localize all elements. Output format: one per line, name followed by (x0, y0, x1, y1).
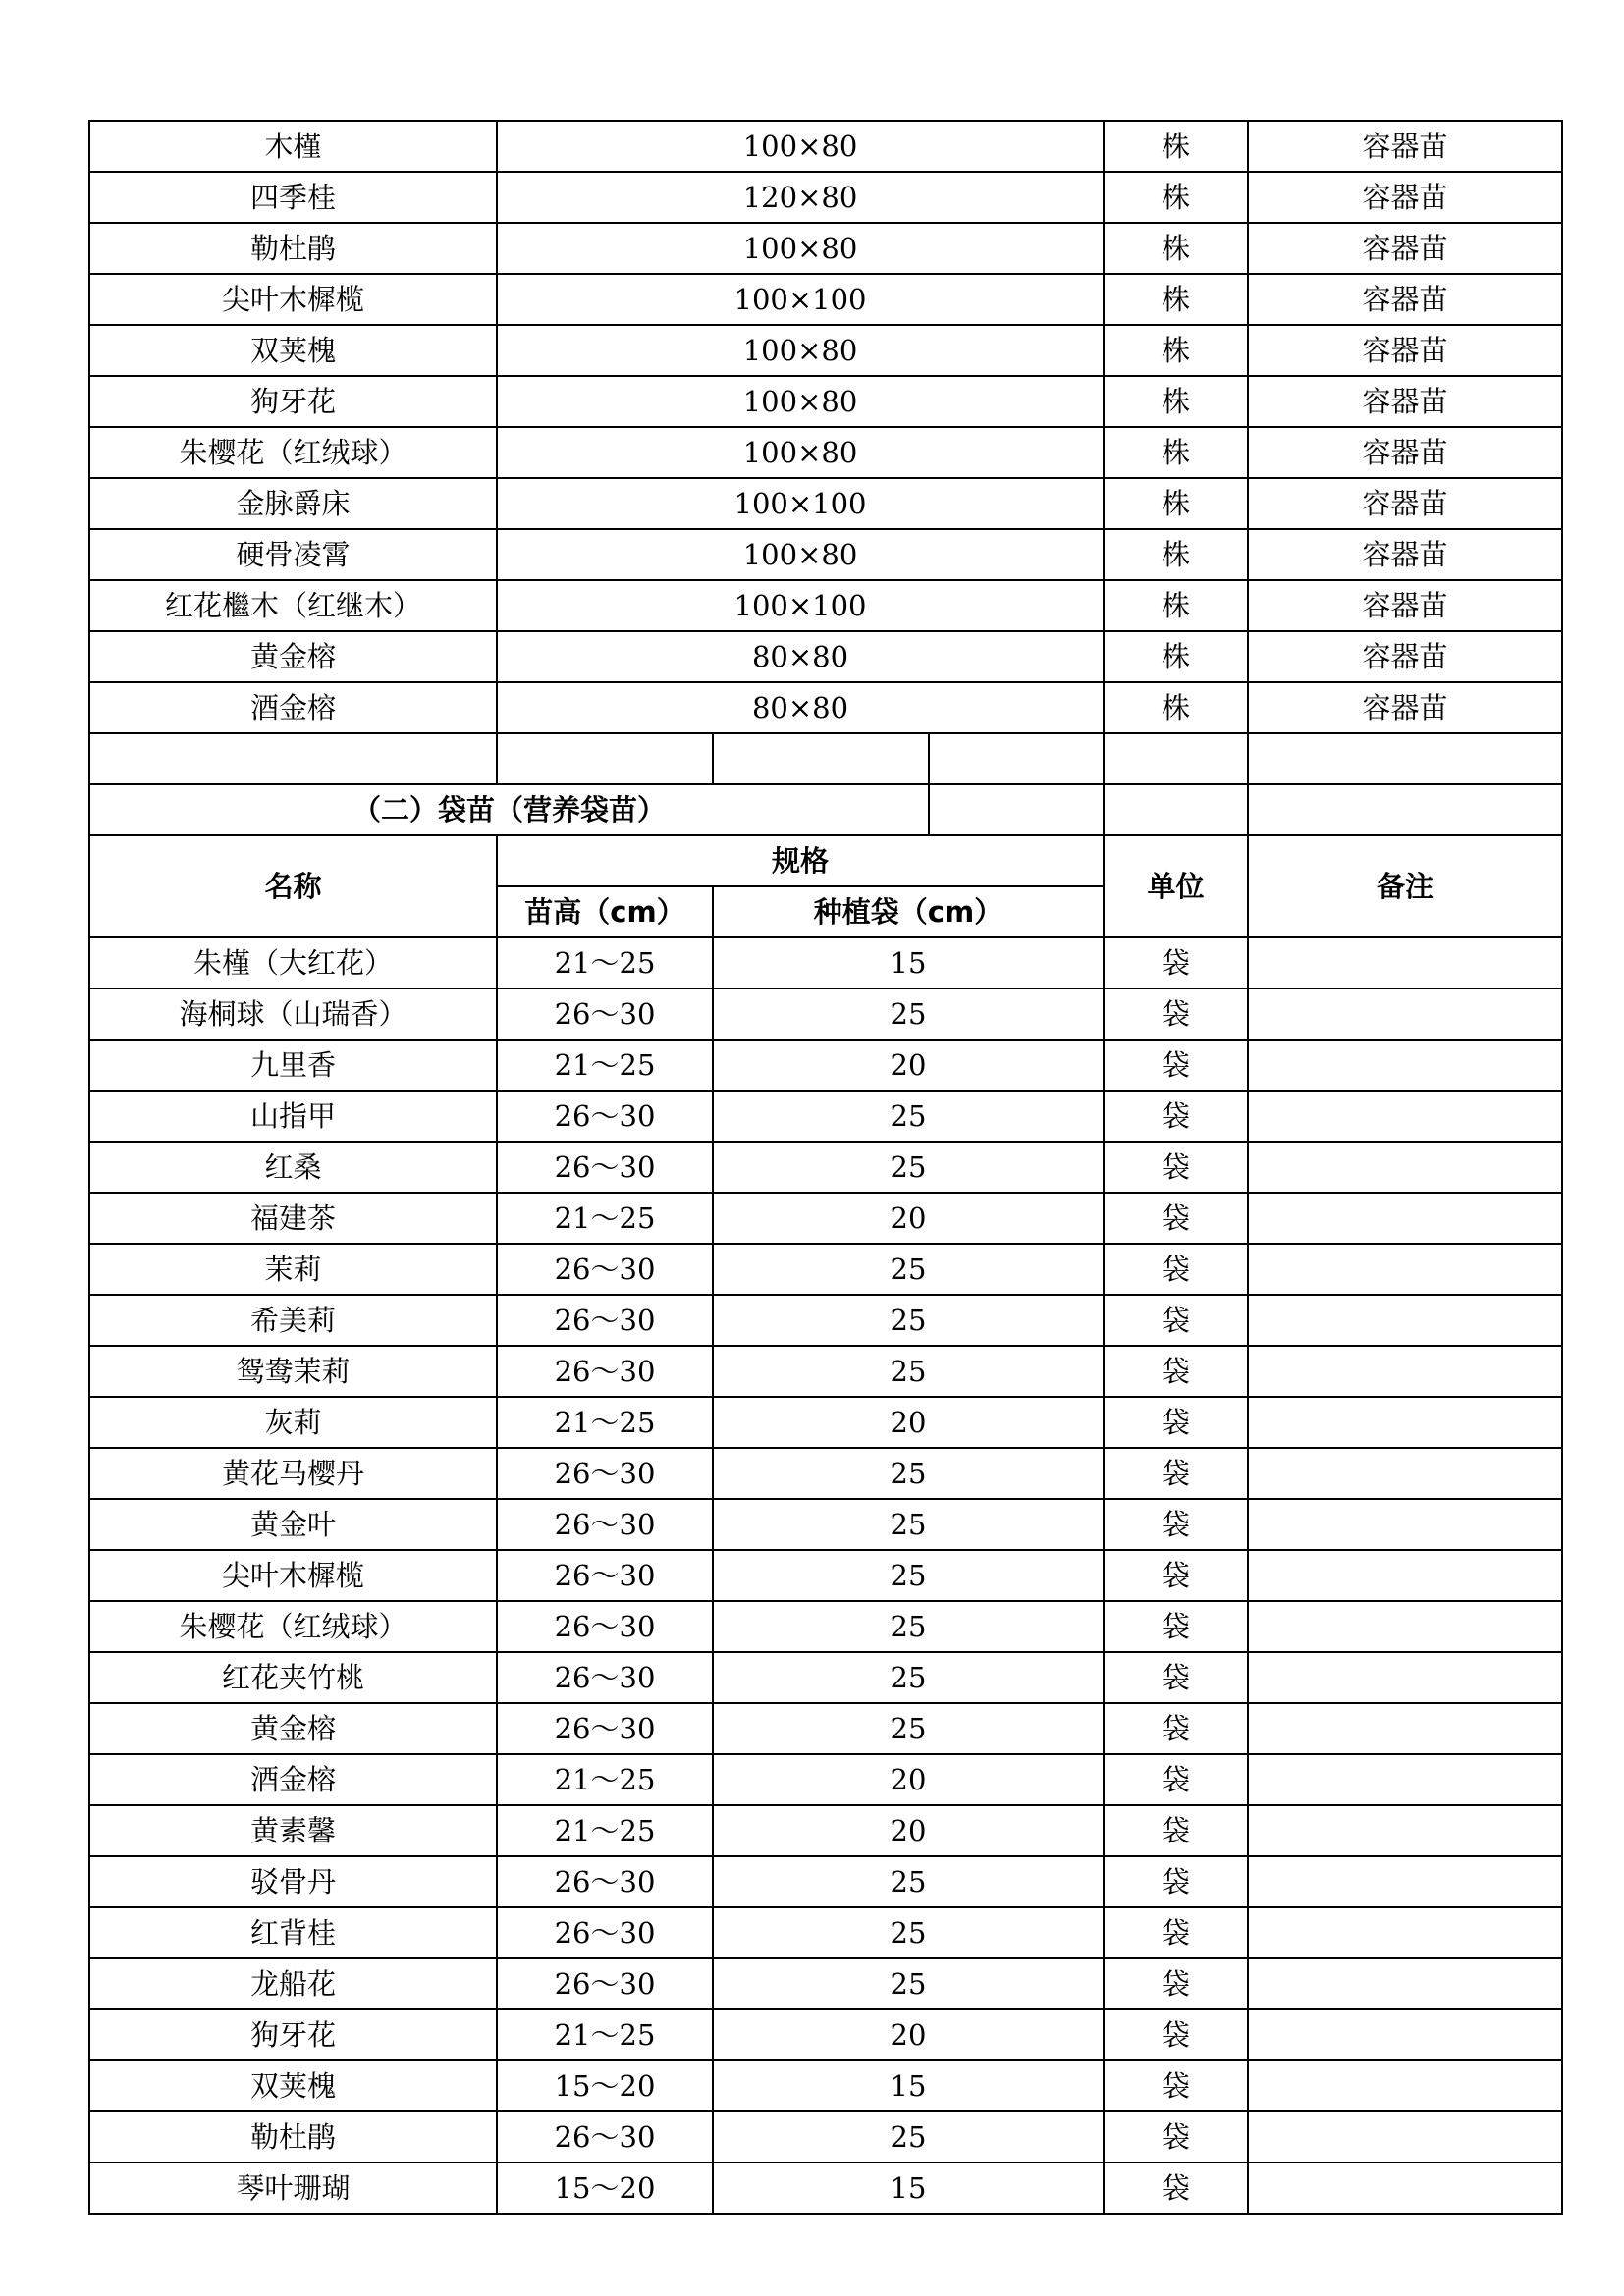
name-cell: 朱槿（大红花） (89, 937, 497, 988)
height-cell: 15～20 (497, 2060, 713, 2111)
bag-cell: 25 (713, 1295, 1104, 1346)
note-cell (1248, 2009, 1562, 2060)
spec-cell: 100×100 (497, 478, 1104, 529)
note-cell (1248, 1193, 1562, 1244)
blank-cell (1104, 784, 1248, 835)
name-cell: 红花夹竹桃 (89, 1652, 497, 1703)
table-row (89, 1091, 1562, 1142)
name-cell: 勒杜鹃 (89, 223, 497, 274)
height-cell: 26～30 (497, 1091, 713, 1142)
table-row (89, 1142, 1562, 1193)
unit-cell: 株 (1104, 325, 1248, 376)
bag-cell: 15 (713, 937, 1104, 988)
height-cell: 21～25 (497, 1754, 713, 1805)
name-cell: 茉莉 (89, 1244, 497, 1295)
height-cell: 26～30 (497, 1550, 713, 1601)
bag-cell: 25 (713, 1499, 1104, 1550)
bag-cell: 15 (713, 2163, 1104, 2214)
table-row (89, 1346, 1562, 1397)
unit-cell: 袋 (1104, 1652, 1248, 1703)
spec-cell: 100×80 (497, 427, 1104, 478)
table-row (89, 1907, 1562, 1958)
table-row (89, 580, 1562, 631)
unit-cell: 株 (1104, 223, 1248, 274)
unit-cell: 袋 (1104, 1091, 1248, 1142)
table-row (89, 631, 1562, 682)
blank-cell (497, 733, 713, 784)
unit-cell: 袋 (1104, 2060, 1248, 2111)
unit-cell: 袋 (1104, 1295, 1248, 1346)
name-cell: 狗牙花 (89, 376, 497, 427)
header-height: 苗高（cm） (497, 886, 713, 937)
blank-cell (713, 733, 929, 784)
blank-cell (929, 733, 1104, 784)
unit-cell: 袋 (1104, 1754, 1248, 1805)
unit-cell: 株 (1104, 478, 1248, 529)
bag-cell: 25 (713, 1142, 1104, 1193)
table-row (89, 1193, 1562, 1244)
unit-cell: 袋 (1104, 2111, 1248, 2163)
note-cell (1248, 2163, 1562, 2214)
note-cell (1248, 1907, 1562, 1958)
note-cell (1248, 1550, 1562, 1601)
blank-cell (929, 784, 1104, 835)
table-row (89, 2163, 1562, 2214)
table-row (89, 988, 1562, 1040)
height-cell: 21～25 (497, 2009, 713, 2060)
unit-cell: 袋 (1104, 1397, 1248, 1448)
table-row (89, 1499, 1562, 1550)
blank-cell (1248, 784, 1562, 835)
table-row (89, 682, 1562, 733)
height-cell: 26～30 (497, 1499, 713, 1550)
unit-cell: 袋 (1104, 1040, 1248, 1091)
bag-cell: 25 (713, 1244, 1104, 1295)
unit-cell: 袋 (1104, 1244, 1248, 1295)
table-row (89, 1652, 1562, 1703)
note-cell (1248, 937, 1562, 988)
table-row (89, 2111, 1562, 2163)
unit-cell: 袋 (1104, 1601, 1248, 1652)
blank-row (89, 733, 1562, 784)
note-cell: 容器苗 (1248, 121, 1562, 172)
unit-cell: 袋 (1104, 1499, 1248, 1550)
name-cell: 双荚槐 (89, 2060, 497, 2111)
name-cell: 酒金榕 (89, 1754, 497, 1805)
table-row (89, 529, 1562, 580)
name-cell: 黄金榕 (89, 1703, 497, 1754)
unit-cell: 袋 (1104, 1856, 1248, 1907)
note-cell: 容器苗 (1248, 529, 1562, 580)
note-cell: 容器苗 (1248, 427, 1562, 478)
unit-cell: 袋 (1104, 1142, 1248, 1193)
spec-cell: 100×80 (497, 223, 1104, 274)
note-cell: 容器苗 (1248, 478, 1562, 529)
name-cell: 朱樱花（红绒球） (89, 427, 497, 478)
blank-cell (1248, 733, 1562, 784)
height-cell: 21～25 (497, 1397, 713, 1448)
spacer-and-section (89, 733, 1562, 937)
note-cell (1248, 1805, 1562, 1856)
table-row (89, 1244, 1562, 1295)
note-cell: 容器苗 (1248, 172, 1562, 223)
bag-cell: 25 (713, 1856, 1104, 1907)
note-cell (1248, 2111, 1562, 2163)
note-cell: 容器苗 (1248, 325, 1562, 376)
table-row (89, 1754, 1562, 1805)
bag-cell: 20 (713, 1193, 1104, 1244)
name-cell: 硬骨凌霄 (89, 529, 497, 580)
name-cell: 鸳鸯茉莉 (89, 1346, 497, 1397)
note-cell (1248, 1754, 1562, 1805)
height-cell: 26～30 (497, 1856, 713, 1907)
bag-cell: 25 (713, 1346, 1104, 1397)
unit-cell: 株 (1104, 274, 1248, 325)
bag-cell: 25 (713, 1907, 1104, 1958)
spec-cell: 80×80 (497, 682, 1104, 733)
header-unit: 单位 (1104, 835, 1248, 937)
height-cell: 26～30 (497, 1601, 713, 1652)
note-cell (1248, 1652, 1562, 1703)
unit-cell: 袋 (1104, 1193, 1248, 1244)
table-row (89, 2060, 1562, 2111)
height-cell: 26～30 (497, 1295, 713, 1346)
section-title: （二）袋苗（营养袋苗） (89, 784, 929, 835)
table-row (89, 427, 1562, 478)
header-bag: 种植袋（cm） (713, 886, 1104, 937)
spec-cell: 100×80 (497, 121, 1104, 172)
container-seedling-rows (89, 121, 1562, 733)
spec-cell: 100×100 (497, 580, 1104, 631)
bag-cell: 25 (713, 1652, 1104, 1703)
blank-cell (1104, 733, 1248, 784)
table-row (89, 1295, 1562, 1346)
height-cell: 26～30 (497, 1703, 713, 1754)
name-cell: 黄花马樱丹 (89, 1448, 497, 1499)
bag-cell: 25 (713, 988, 1104, 1040)
name-cell: 海桐球（山瑞香） (89, 988, 497, 1040)
note-cell (1248, 1703, 1562, 1754)
nursery-stock-table (88, 120, 1563, 2215)
note-cell: 容器苗 (1248, 223, 1562, 274)
table-row (89, 172, 1562, 223)
unit-cell: 袋 (1104, 2009, 1248, 2060)
note-cell (1248, 1397, 1562, 1448)
bag-cell: 25 (713, 1448, 1104, 1499)
name-cell: 朱樱花（红绒球） (89, 1601, 497, 1652)
note-cell: 容器苗 (1248, 274, 1562, 325)
name-cell: 灰莉 (89, 1397, 497, 1448)
note-cell (1248, 2060, 1562, 2111)
blank-cell (89, 733, 497, 784)
unit-cell: 袋 (1104, 2163, 1248, 2214)
height-cell: 21～25 (497, 937, 713, 988)
name-cell: 金脉爵床 (89, 478, 497, 529)
spec-cell: 100×80 (497, 529, 1104, 580)
table-row (89, 325, 1562, 376)
note-cell (1248, 1601, 1562, 1652)
spec-cell: 100×100 (497, 274, 1104, 325)
bag-cell: 20 (713, 1040, 1104, 1091)
table-row (89, 1958, 1562, 2009)
spec-cell: 80×80 (497, 631, 1104, 682)
note-cell (1248, 1040, 1562, 1091)
name-cell: 勒杜鹃 (89, 2111, 497, 2163)
name-cell: 琴叶珊瑚 (89, 2163, 497, 2214)
height-cell: 26～30 (497, 1652, 713, 1703)
section-title-row (89, 784, 1562, 835)
name-cell: 希美莉 (89, 1295, 497, 1346)
unit-cell: 袋 (1104, 1805, 1248, 1856)
height-cell: 26～30 (497, 1142, 713, 1193)
unit-cell: 株 (1104, 121, 1248, 172)
unit-cell: 袋 (1104, 1550, 1248, 1601)
height-cell: 26～30 (497, 1346, 713, 1397)
height-cell: 26～30 (497, 1448, 713, 1499)
name-cell: 黄金榕 (89, 631, 497, 682)
height-cell: 26～30 (497, 1907, 713, 1958)
unit-cell: 袋 (1104, 1448, 1248, 1499)
table-row (89, 1040, 1562, 1091)
unit-cell: 株 (1104, 529, 1248, 580)
height-cell: 26～30 (497, 2111, 713, 2163)
name-cell: 驳骨丹 (89, 1856, 497, 1907)
table-row (89, 1805, 1562, 1856)
header-note: 备注 (1248, 835, 1562, 937)
header-row-1 (89, 835, 1562, 886)
name-cell: 尖叶木樨榄 (89, 1550, 497, 1601)
note-cell (1248, 1091, 1562, 1142)
unit-cell: 株 (1104, 172, 1248, 223)
unit-cell: 袋 (1104, 1907, 1248, 1958)
unit-cell: 株 (1104, 427, 1248, 478)
note-cell: 容器苗 (1248, 682, 1562, 733)
name-cell: 酒金榕 (89, 682, 497, 733)
name-cell: 黄素馨 (89, 1805, 497, 1856)
name-cell: 尖叶木樨榄 (89, 274, 497, 325)
name-cell: 福建茶 (89, 1193, 497, 1244)
unit-cell: 株 (1104, 580, 1248, 631)
name-cell: 龙船花 (89, 1958, 497, 2009)
name-cell: 九里香 (89, 1040, 497, 1091)
table-row (89, 1448, 1562, 1499)
table-row (89, 2009, 1562, 2060)
unit-cell: 袋 (1104, 1703, 1248, 1754)
bag-cell: 20 (713, 2009, 1104, 2060)
unit-cell: 袋 (1104, 1958, 1248, 2009)
note-cell (1248, 1499, 1562, 1550)
bag-cell: 20 (713, 1754, 1104, 1805)
table-row (89, 937, 1562, 988)
name-cell: 木槿 (89, 121, 497, 172)
table-row (89, 223, 1562, 274)
spec-cell: 120×80 (497, 172, 1104, 223)
name-cell: 红背桂 (89, 1907, 497, 1958)
header-spec: 规格 (497, 835, 1104, 886)
name-cell: 山指甲 (89, 1091, 497, 1142)
table-row (89, 376, 1562, 427)
bag-cell: 25 (713, 1958, 1104, 2009)
note-cell: 容器苗 (1248, 580, 1562, 631)
unit-cell: 袋 (1104, 988, 1248, 1040)
bag-cell: 25 (713, 2111, 1104, 2163)
bag-cell: 25 (713, 1703, 1104, 1754)
name-cell: 四季桂 (89, 172, 497, 223)
table-row (89, 478, 1562, 529)
height-cell: 21～25 (497, 1040, 713, 1091)
height-cell: 26～30 (497, 988, 713, 1040)
height-cell: 15～20 (497, 2163, 713, 2214)
bag-cell: 25 (713, 1091, 1104, 1142)
height-cell: 21～25 (497, 1805, 713, 1856)
bag-cell: 20 (713, 1397, 1104, 1448)
bag-cell: 25 (713, 1601, 1104, 1652)
spec-cell: 100×80 (497, 325, 1104, 376)
note-cell (1248, 1958, 1562, 2009)
name-cell: 狗牙花 (89, 2009, 497, 2060)
table-row (89, 1856, 1562, 1907)
unit-cell: 株 (1104, 376, 1248, 427)
bag-cell: 25 (713, 1550, 1104, 1601)
note-cell (1248, 988, 1562, 1040)
note-cell (1248, 1295, 1562, 1346)
note-cell: 容器苗 (1248, 376, 1562, 427)
header-name: 名称 (89, 835, 497, 937)
unit-cell: 袋 (1104, 937, 1248, 988)
unit-cell: 袋 (1104, 1346, 1248, 1397)
height-cell: 26～30 (497, 1958, 713, 2009)
note-cell (1248, 1142, 1562, 1193)
name-cell: 红桑 (89, 1142, 497, 1193)
spec-cell: 100×80 (497, 376, 1104, 427)
name-cell: 红花檵木（红继木） (89, 580, 497, 631)
note-cell (1248, 1244, 1562, 1295)
unit-cell: 株 (1104, 631, 1248, 682)
unit-cell: 株 (1104, 682, 1248, 733)
table-row (89, 121, 1562, 172)
bag-cell: 15 (713, 2060, 1104, 2111)
table-row (89, 274, 1562, 325)
table-row (89, 1397, 1562, 1448)
bag-cell: 20 (713, 1805, 1104, 1856)
note-cell (1248, 1346, 1562, 1397)
bag-seedling-rows (89, 937, 1562, 2214)
table-row (89, 1703, 1562, 1754)
height-cell: 26～30 (497, 1244, 713, 1295)
note-cell (1248, 1448, 1562, 1499)
note-cell (1248, 1856, 1562, 1907)
table-row (89, 1550, 1562, 1601)
height-cell: 21～25 (497, 1193, 713, 1244)
name-cell: 双荚槐 (89, 325, 497, 376)
table-row (89, 1601, 1562, 1652)
name-cell: 黄金叶 (89, 1499, 497, 1550)
note-cell: 容器苗 (1248, 631, 1562, 682)
